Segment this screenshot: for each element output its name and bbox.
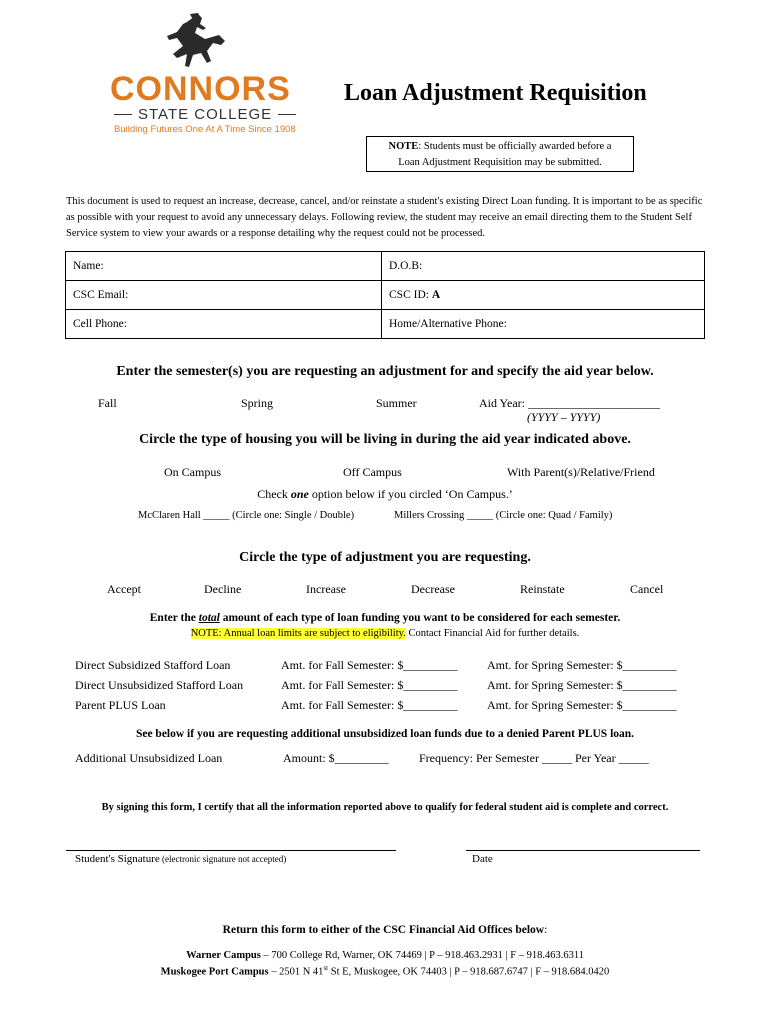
date-label: Date — [472, 853, 493, 865]
intro-paragraph: This document is used to request an increase, decrease, cancel, and/or reinstate a student's existing Direct Loan funding. It is important to be as specific as possible with your request to avoid any unnecessary delays. Following review, the student may receive an email directing them to the Student Self Service system to view your awards or a response detailing why the request could not be processed. — [66, 196, 703, 239]
housing-with-parents[interactable]: With Parent(s)/Relative/Friend — [507, 465, 655, 479]
semester-heading: Enter the semester(s) you are requesting an adjustment for and specify the aid year below. — [116, 364, 654, 379]
check-post: option below if you circled ‘On Campus.’ — [308, 487, 513, 501]
note-text: : Students must be officially awarded before a — [418, 141, 612, 152]
muskogee-text-post: St E, Muskogee, OK 74403 | P – 918.687.6747 | F – 918.684.0420 — [328, 966, 610, 978]
muskogee-campus-label: Muskogee Port Campus — [160, 966, 269, 978]
loan-spring-amount-field[interactable]: Amt. for Spring Semester: $_________ — [487, 678, 677, 692]
additional-loan-name: Additional Unsubsidized Loan — [75, 751, 223, 765]
signature-label-text: Student's Signature — [75, 853, 160, 865]
amounts-note-highlight: NOTE: Annual loan limits are subject to eligibility. — [190, 628, 406, 639]
note-label: NOTE — [388, 141, 419, 152]
muskogee-campus-info — [0, 964, 770, 978]
semester-fall[interactable]: Fall — [98, 396, 117, 410]
bronco-rider-logo-icon — [160, 12, 236, 72]
housing-heading: Circle the type of housing you will be living in during the aid year indicated above. — [139, 432, 631, 447]
home-phone-field[interactable] — [382, 310, 705, 339]
college-logo-subtitle-text: STATE COLLEGE — [138, 106, 273, 123]
student-info-table — [65, 251, 705, 339]
check-em: one — [290, 487, 309, 501]
cell-phone-field[interactable] — [66, 310, 382, 339]
adjustment-option[interactable]: Cancel — [630, 582, 664, 596]
amounts-heading-pre: Enter the — [149, 612, 199, 624]
amounts-heading-post: amount of each type of loan funding you want to be considered for each semester. — [219, 612, 621, 624]
loan-name: Parent PLUS Loan — [75, 698, 166, 712]
mcclaren-hall-option[interactable]: McClaren Hall _____ (Circle one: Single / Double) — [138, 510, 355, 521]
loan-spring-amount-field[interactable]: Amt. for Spring Semester: $_________ — [487, 698, 677, 712]
adjustment-option[interactable]: Decline — [204, 582, 242, 596]
email-field[interactable] — [66, 281, 382, 310]
footer-heading-colon: : — [544, 924, 548, 936]
amounts-note — [0, 628, 770, 639]
email-label: CSC Email: — [73, 289, 129, 301]
college-logo-name: CONNORS — [110, 70, 291, 108]
csc-id-prefix: A — [431, 289, 441, 301]
home-phone-label: Home/Alternative Phone: — [389, 318, 507, 330]
name-field[interactable] — [66, 252, 382, 281]
footer-heading — [0, 924, 770, 936]
additional-amount-field[interactable]: Amount: $_________ — [283, 751, 389, 765]
adjustment-option[interactable]: Reinstate — [520, 582, 565, 596]
college-logo-subtitle — [114, 106, 296, 123]
signature-line[interactable] — [66, 850, 396, 851]
signature-label — [75, 853, 286, 865]
warner-campus-info — [0, 950, 770, 961]
name-label: Name: — [73, 260, 104, 272]
loan-spring-amount-field[interactable]: Amt. for Spring Semester: $_________ — [487, 658, 677, 672]
note-text-line2: Loan Adjustment Requisition may be submitted. — [398, 157, 602, 168]
loan-name: Direct Subsidized Stafford Loan — [75, 658, 231, 672]
signature-note: (electronic signature not accepted) — [159, 854, 287, 864]
semester-summer[interactable]: Summer — [376, 396, 417, 410]
college-tagline: Building Futures One At A Time Since 1908 — [114, 124, 296, 135]
loan-fall-amount-field[interactable]: Amt. for Fall Semester: $_________ — [281, 658, 458, 672]
housing-on-campus[interactable]: On Campus — [164, 465, 221, 479]
housing-off-campus[interactable]: Off Campus — [343, 465, 402, 479]
adjustment-option[interactable]: Decrease — [411, 582, 455, 596]
dob-field[interactable] — [382, 252, 705, 281]
note-box — [366, 136, 634, 172]
amounts-heading-em: total — [198, 612, 220, 624]
warner-campus-text: – 700 College Rd, Warner, OK 74469 | P – 918.463.2931 | F – 918.463.6311 — [260, 950, 584, 961]
page-title: Loan Adjustment Requisition — [344, 80, 647, 106]
certification-statement: By signing this form, I certify that all the information reported above to qualify for federal student aid is complete and correct. — [101, 802, 669, 813]
dob-label: D.O.B: — [389, 260, 423, 272]
footer-heading-text: Return this form to either of the CSC Financial Aid Offices below — [222, 924, 545, 936]
muskogee-text-pre: – 2501 N 41 — [268, 966, 324, 978]
warner-campus-label: Warner Campus — [186, 950, 261, 961]
adjustment-option[interactable]: Accept — [107, 582, 141, 596]
check-pre: Check — [257, 487, 291, 501]
loan-fall-amount-field[interactable]: Amt. for Fall Semester: $_________ — [281, 698, 458, 712]
additional-frequency-field[interactable]: Frequency: Per Semester _____ Per Year _____ — [419, 751, 649, 765]
millers-crossing-option[interactable]: Millers Crossing _____ (Circle one: Quad / Family) — [394, 510, 613, 521]
adjustment-heading: Circle the type of adjustment you are requesting. — [239, 550, 531, 565]
csc-id-field[interactable] — [382, 281, 705, 310]
csc-id-label: CSC ID: — [389, 289, 432, 301]
amounts-note-rest: Contact Financial Aid for further details. — [405, 628, 580, 639]
loan-name: Direct Unsubsidized Stafford Loan — [75, 678, 244, 692]
cell-phone-label: Cell Phone: — [73, 318, 127, 330]
date-line[interactable] — [466, 850, 700, 851]
semester-spring[interactable]: Spring — [241, 396, 274, 410]
muskogee-sup: st — [323, 964, 329, 972]
loan-fall-amount-field[interactable]: Amt. for Fall Semester: $_________ — [281, 678, 458, 692]
amounts-heading — [0, 612, 770, 624]
housing-check-instruction — [0, 487, 770, 502]
aid-year-format: (YYYY – YYYY) — [527, 410, 601, 424]
additional-heading: See below if you are requesting additional unsubsidized loan funds due to a denied Parent PLUS loan. — [135, 728, 635, 740]
aid-year-field[interactable]: Aid Year: ______________________ — [479, 396, 661, 410]
adjustment-option[interactable]: Increase — [306, 582, 346, 596]
